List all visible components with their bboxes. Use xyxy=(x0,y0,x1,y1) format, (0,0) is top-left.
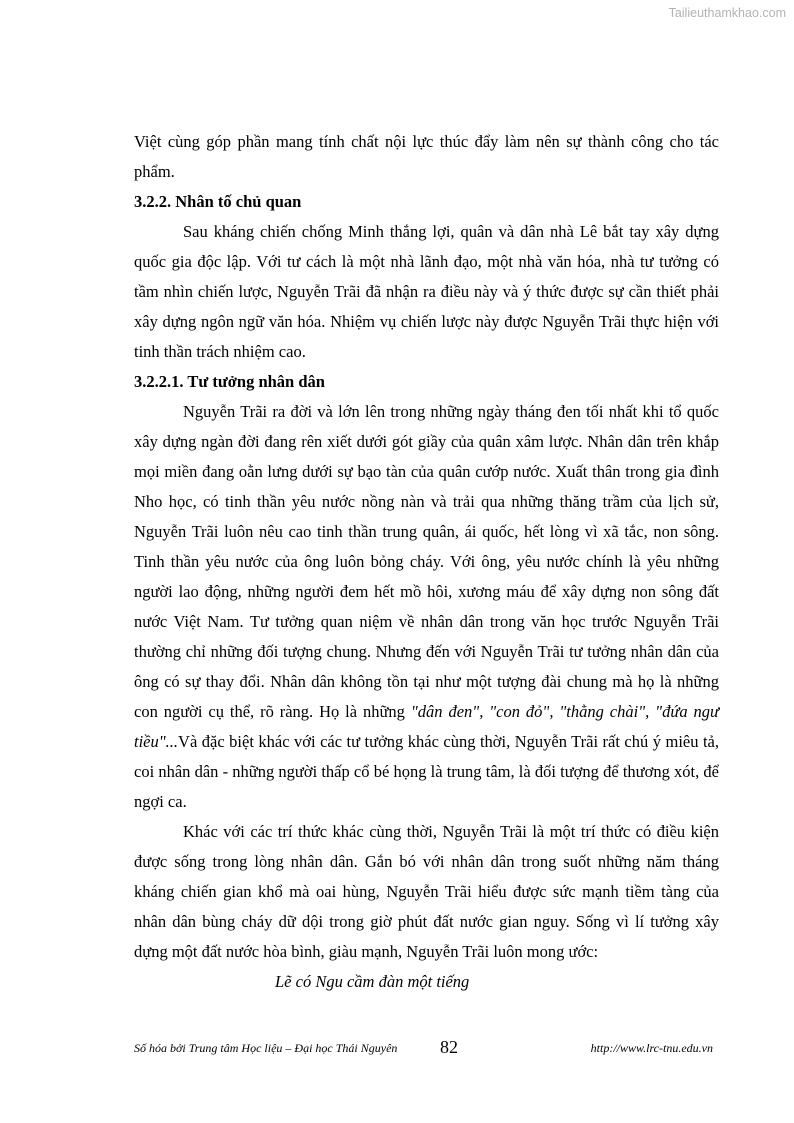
paragraph-people-thought xyxy=(134,397,719,817)
paragraph-text: Và đặc biệt khác với các tư tưởng khác cùng thời, Nguyễn Trãi rất chú ý miêu tả, coi nhân dân - những người thấp cổ bé họng là trung tâm, là đối tượng để thương xót, để ngợi ca. xyxy=(134,732,719,811)
watermark: Tailieuthamkhao.com xyxy=(668,6,786,20)
page-footer xyxy=(134,1037,719,1063)
footer-credit: Số hóa bởi Trung tâm Học liệu – Đại học Thái Nguyên xyxy=(134,1041,398,1055)
document-body xyxy=(134,127,719,997)
paragraph-intellectual: Khác với các trí thức khác cùng thời, Nguyễn Trãi là một trí thức có điều kiện được sống trong lòng nhân dân. Gắn bó với nhân dân trong suốt những năm tháng kháng chiến gian khổ mà oai hùng, Nguyễn Trãi hiểu được sức mạnh tiềm tàng của nhân dân bùng cháy dữ dội trong giờ phút đất nước gian nguy. Sống vì lí tưởng xây dựng một đất nước hòa bình, giàu mạnh, Nguyễn Trãi luôn mong ước: xyxy=(134,822,719,961)
verse-line: Lẽ có Ngu cầm đàn một tiếng xyxy=(275,972,470,991)
section-heading-subjective-factor: 3.2.2. Nhân tố chủ quan xyxy=(134,192,302,211)
page-number: 82 xyxy=(440,1037,458,1057)
footer-url: http://www.lrc-tnu.edu.vn xyxy=(590,1041,713,1055)
quoted-terms: "dân đen", "con đỏ", "thằng chài", "đứa ngư tiều"... xyxy=(134,702,720,751)
paragraph-subjective-factor: Sau kháng chiến chống Minh thắng lợi, quân và dân nhà Lê bắt tay xây dựng quốc gia độc lập. Với tư cách là một nhà lãnh đạo, một nhà văn hóa, nhà tư tưởng có tầm nhìn chiến lược, Nguyễn Trãi đã nhận ra điều này và ý thức được sự cần thiết phải xây dựng ngôn ngữ văn hóa. Nhiệm vụ chiến lược này được Nguyễn Trãi thực hiện với tinh thần trách nhiệm cao. xyxy=(134,222,719,361)
section-heading-people-thought: 3.2.2.1. Tư tưởng nhân dân xyxy=(134,372,325,391)
paragraph-text: Nguyễn Trãi ra đời và lớn lên trong những ngày tháng đen tối nhất khi tổ quốc xây dựng ngàn đời đang rên xiết dưới gót giầy của quân xâm lược. Nhân dân trên khắp mọi miền đang oằn lưng dưới sự bạo tàn của quân cướp nước. Xuất thân trong gia đình Nho học, có tinh thần yêu nước nồng nàn và trải qua những thăng trầm của lịch sử, Nguyễn Trãi luôn nêu cao tinh thần trung quân, ái quốc, hết lòng vì xã tắc, non sông. Tinh thần yêu nước của ông luôn bỏng cháy. Với ông, yêu nước chính là yêu những người lao động, những người đem hết mồ hôi, xương máu để xây dựng non sông đất nước Việt Nam. Tư tưởng quan niệm về nhân dân trong văn học trước Nguyễn Trãi thường chỉ những đối tượng chung. Nhưng đến với Nguyễn Trãi tư tưởng nhân dân của ông có sự thay đổi. Nhân dân không tồn tại như một tượng đài chung mà họ là những con người cụ thể, rõ ràng. Họ là những xyxy=(134,402,719,721)
paragraph-continuation: Việt cùng góp phần mang tính chất nội lực thúc đẩy làm nên sự thành công cho tác phẩm. xyxy=(134,132,719,181)
